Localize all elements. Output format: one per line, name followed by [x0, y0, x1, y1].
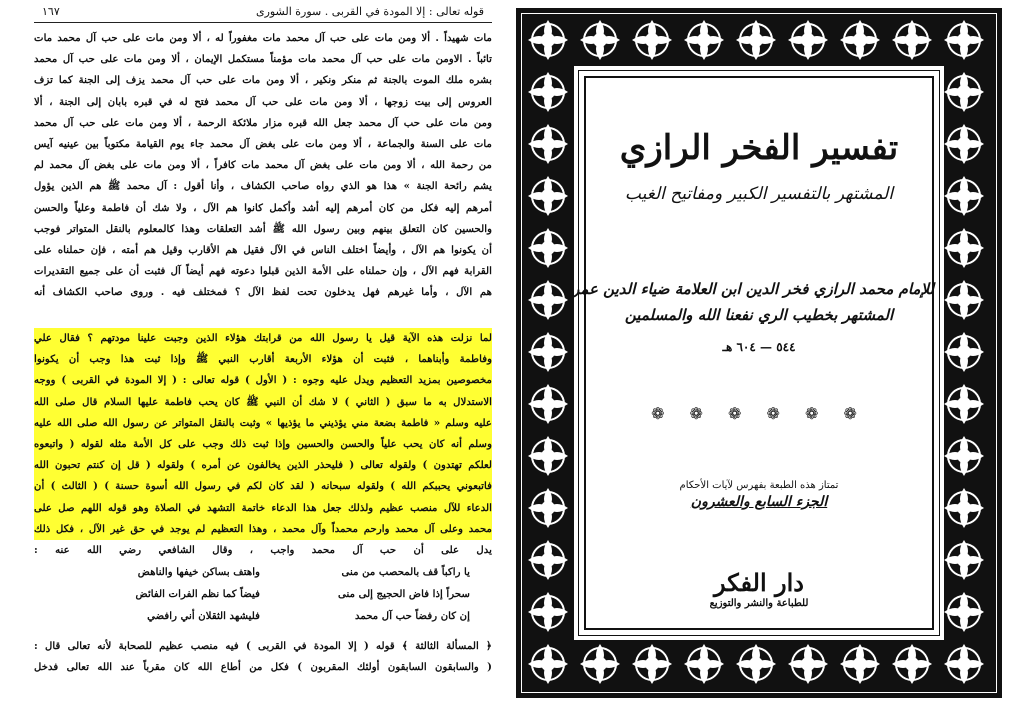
paragraph-before-highlight — [34, 28, 492, 303]
cover-main-title: تفسير الفخر الرازي — [619, 128, 899, 168]
header-title: قوله تعالى : إلا المودة في القربى . سورة الشورى — [255, 5, 484, 18]
text-line: بشره ملك الموت بالجنة ثم منكر ونكير ، ألا ومن مات على حب آل محمد يزف إلى الجنة كما تزف — [34, 74, 492, 87]
header-divider — [34, 22, 492, 23]
poem-verse — [90, 588, 470, 610]
text-line: ومن مات على حب آل محمد جعل الله قبره مزار ملائكة الرحمة ، ألا ومن مات على حب آل محمد — [34, 116, 492, 129]
text-line: ﴿ المسألة الثالثة ﴾ قوله ( إلا المودة في القربى ) فيه منصب عظيم للصحابة لأنه تعالى قال : — [34, 640, 492, 652]
text-line: أمرهم إليه فكل من كان أمرهم إليه أشد وأكمل كانوا هم الآل ، ولا شك أن فاطمة وعلياً والحسن — [34, 201, 492, 214]
cover-author-line-2: المشتهر بخطيب الري نفعنا الله والمسلمين — [624, 306, 894, 324]
text-line: العروس إلى بيت زوجها ، ألا ومن مات على حب آل محمد فتح له في قبره بابان إلى الجنة ، ألا — [34, 95, 492, 108]
text-line: القرابة فهم الآل ، وإن حملناه على الأمة الذين قبلوا دعوته فهم أيضاً آل فثبت أن على جميع التقديرات — [34, 265, 492, 278]
text-line: ( والسابقون السابقون أولئك المقربون ) فكل من أطاع الله كان مقرباً عند الله تعالى فدخل — [34, 661, 492, 674]
paragraph-third-issue — [34, 636, 492, 678]
cover-years: ٥٤٤ — ٦٠٤ هـ — [722, 340, 796, 354]
text-line: عليه وسلم « فاطمة بضعة مني يؤذيني ما يؤذيها » وثبت بالنقل المتواتر عن رسول الله صلى الله عليه — [34, 416, 492, 429]
verse-second-hemistich: فيضاً كما نظم الفرات الفائض — [135, 588, 260, 600]
text-line: الاستدلال به ما سبق ( الثاني ) لا شك أن النبي ﷺ كان يحب فاطمة عليها السلام قال صلى الله — [34, 395, 492, 408]
text-line: وفاطمة وأبناهما ، فثبت أن هؤلاء الأربعة أقارب النبي ﷺ وإذا ثبت هذا وجب أن يكونوا — [34, 353, 492, 366]
text-line: الدعاء للآل منصب عظيم ولذلك جعل هذا الدعاء خاتمة التشهد في الصلاة وهو قوله اللهم صل على — [34, 501, 492, 514]
text-line: هم الآل ، وأما غيرهم فهل يدخلون تحت لفظ الآل ؟ فمختلف فيه . وروى صاحب الكشاف أنه — [34, 286, 492, 299]
cover-subtitle: المشتهر بالتفسير الكبير ومفاتيح الغيب — [624, 184, 894, 204]
cover-publisher: دار الفكر — [714, 568, 804, 597]
poem-verses — [90, 566, 470, 632]
text-line: وسلم أنه كان يحب علياً والحسن والحسين وإذا ثبت ذلك وجب على كل الأمة مثله لقوله ( واتبعوه — [34, 437, 492, 450]
poem-verse — [90, 566, 470, 588]
text-line: لما نزلت هذه الآية قيل يا رسول الله من قرابتك هؤلاء الذين وجبت علينا مودتهم ؟ فقال علي — [34, 332, 492, 344]
cover-publisher-subtitle: للطباعة والنشر والتوزيع — [709, 598, 809, 609]
text-line: فاتبعوني يحببكم الله ) ولقوله سبحانه ( لقد كان لكم في رسول الله أسوة حسنة ) ( الثالث ) أن — [34, 480, 492, 493]
verse-first-hemistich: إن كان رفضاً حب آل محمد — [354, 610, 470, 622]
verse-second-hemistich: فليشهد الثقلان أني رافضي — [147, 610, 260, 622]
text-line: يدل على أن حب آل محمد واجب ، وقال الشافعي رضي الله عنه : — [34, 544, 492, 556]
cover-author-line-1: للإمام محمد الرازي فخر الدين ابن العلامة ضياء الدين عمر — [572, 280, 934, 298]
text-line: أن يكونوا هم الآل ، وأيضاً اختلف الناس في الآل فقيل هم الأقارب وقيل هم أمته ، فإن حملناه على — [34, 243, 492, 256]
text-line: والحسين كان التعلق بينهم وبين رسول الله ﷺ أشد التعلقات وهذا كالمعلوم بالنقل المتواتر فوجب — [34, 222, 492, 235]
verse-first-hemistich: سحراً إذا فاض الحجيج إلى منى — [338, 588, 470, 600]
text-line: تائباً . الاومن مات على حب آل محمد مات مؤمناً مستكمل الإيمان ، ألا ومن مات على حب آل محمد — [34, 53, 492, 66]
text-line: محمد وعلى آل محمد وارحم محمداً وآل محمد ، وهذا التعظيم لم يوجد في حق غير الآل ، فكل ذلك — [34, 522, 492, 535]
text-line: مات شهيداً . ألا ومن مات على حب آل محمد مات مغفوراً له ، ألا ومن مات على حب آل محمد مات — [34, 32, 492, 44]
page-header — [34, 4, 492, 20]
poem-verse — [90, 610, 470, 632]
decorative-stars: ❁ ❁ ❁ ❁ ❁ ❁ — [651, 404, 867, 423]
text-line: مات على السنة والجماعة ، ألا ومن مات على بغض آل محمد جاء يوم القيامة مكتوباً بين عينيه آيس — [34, 137, 492, 150]
paragraph-after-highlight — [34, 540, 492, 561]
text-line: من رحمة الله ، ألا ومن مات على بغض آل محمد مات كافراً ، ألا ومن مات على بغض آل محمد لم — [34, 159, 492, 172]
text-line: مخصوصين بمزيد التعظيم ويدل عليه وجوه : ( الأول ) قوله تعالى : ( إلا المودة في القربى ) ووجه — [34, 374, 492, 387]
highlighted-paragraph — [34, 328, 492, 540]
cover-edition-note: تمتاز هذه الطبعة بفهرس لآيات الأحكام — [679, 480, 839, 491]
verse-second-hemistich: واهتف بساكن خيفها والناهض — [137, 566, 260, 578]
left-page — [0, 0, 506, 714]
text-line: لعلكم تهتدون ) ولقوله تعالى ( فليحذر الذين يخالفون عن أمره ) ولقوله ( قل إن كنتم تحبون الله — [34, 459, 492, 472]
verse-first-hemistich: يا راكباً قف بالمحصب من منى — [341, 566, 470, 578]
book-cover-page — [512, 0, 1022, 714]
text-line: يشم رائحة الجنة » هذا هو الذي رواه صاحب الكشاف ، وأنا أقول : آل محمد ﷺ هم الذين يؤول — [34, 180, 492, 193]
page-number: ١٦٧ — [42, 5, 60, 18]
cover-volume-label: الجزء السابع والعشرون — [690, 494, 828, 510]
